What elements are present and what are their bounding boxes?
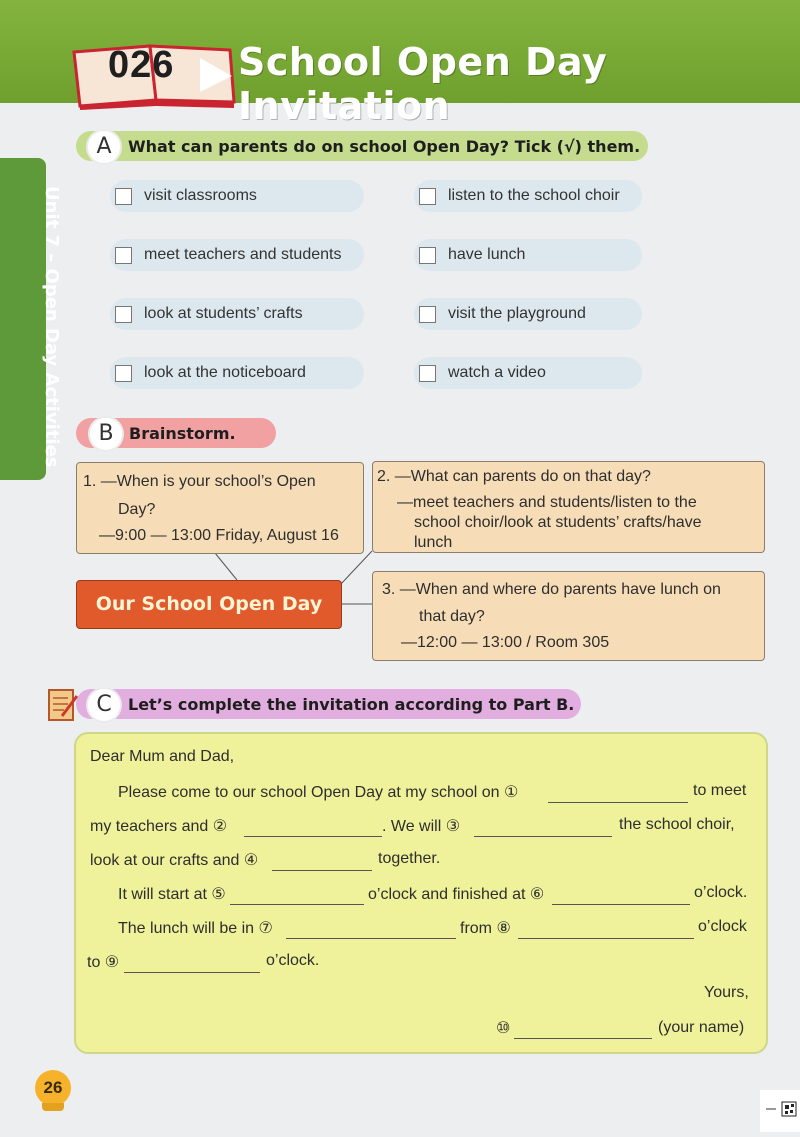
letter-line-4-mid: o’clock and finished at ⑥ — [368, 886, 545, 903]
signature-label: (your name) — [658, 1019, 745, 1036]
box-2-answer-line-1: —meet teachers and students/listen to the — [397, 494, 697, 511]
checklist-item-label: meet teachers and students — [144, 246, 342, 263]
letter-line-1-end: to meet — [693, 782, 747, 799]
section-a-instruction: What can parents do on school Open Day? Tick (√) them. — [128, 137, 641, 156]
section-c-instruction: Let’s complete the invitation according to Part B. — [128, 695, 575, 714]
box-3-question-line-2: that day? — [419, 608, 485, 625]
box-2-answer-line-2: school choir/look at students’ crafts/have — [414, 514, 702, 531]
checklist-item-label: have lunch — [448, 246, 526, 263]
page-number-bulb-base — [42, 1103, 64, 1111]
blank-1[interactable] — [548, 801, 688, 803]
letter-line-1-start: Please come to our school Open Day at my school on ① — [118, 784, 519, 801]
letter-line-5-mid: from ⑧ — [460, 920, 511, 937]
box-2-question: 2. —What can parents do on that day? — [377, 468, 651, 485]
letter-line-5-end: o’clock — [698, 918, 747, 935]
letter-line-2-start: my teachers and ② — [90, 818, 228, 835]
checklist-item-label: visit the playground — [448, 305, 586, 322]
blank-6[interactable] — [552, 903, 690, 905]
writing-notebook-icon — [46, 686, 80, 729]
blank-4[interactable] — [272, 869, 372, 871]
checklist-item-label: look at the noticeboard — [144, 364, 306, 381]
letter-line-2-mid: . We will ③ — [382, 818, 461, 835]
box-2-answer-line-3: lunch — [414, 534, 453, 551]
section-c-letter: C — [86, 687, 122, 723]
letter-greeting: Dear Mum and Dad, — [90, 748, 235, 765]
letter-line-3-start: look at our crafts and ④ — [90, 852, 259, 869]
center-topic-box: Our School Open Day — [76, 580, 342, 629]
blank-7[interactable] — [286, 937, 456, 939]
section-a-letter: A — [86, 129, 122, 165]
qr-code — [760, 1090, 800, 1132]
box-1-question-line-2: Day? — [118, 501, 156, 518]
letter-line-5-start: The lunch will be in ⑦ — [118, 920, 273, 937]
lesson-number: 026 — [108, 44, 175, 86]
box-1-answer: —9:00 — 13:00 Friday, August 16 — [99, 527, 339, 544]
unit-side-tab-label: Unit 7 – Open Day Activities — [41, 186, 62, 468]
invitation-letter — [74, 732, 768, 1054]
checklist-item-label: listen to the school choir — [448, 187, 620, 204]
signature-number: ⑩ — [496, 1018, 511, 1037]
page-title: School Open Day Invitation — [238, 40, 608, 128]
letter-line-4-start: It will start at ⑤ — [118, 886, 226, 903]
checklist-item-label: look at students’ crafts — [144, 305, 303, 322]
blank-9[interactable] — [124, 971, 260, 973]
letter-line-2-end: the school choir, — [619, 816, 735, 833]
section-b-label: Brainstorm. — [129, 424, 236, 443]
box-3-question-line-1: 3. —When and where do parents have lunch on — [382, 581, 721, 598]
blank-10[interactable] — [514, 1037, 652, 1039]
brainstorm-box-2 — [372, 461, 765, 553]
letter-line-6-start: to ⑨ — [87, 954, 120, 971]
box-1-question-line-1: 1. —When is your school’s Open — [83, 473, 316, 490]
blank-8[interactable] — [518, 937, 694, 939]
letter-line-6-end: o’clock. — [266, 952, 320, 969]
box-3-answer: —12:00 — 13:00 / Room 305 — [401, 634, 610, 651]
letter-closing: Yours, — [704, 984, 749, 1001]
brainstorm-box-1 — [76, 462, 364, 554]
checklist-item-label: watch a video — [448, 364, 546, 381]
blank-5[interactable] — [230, 903, 364, 905]
letter-line-3-end: together. — [378, 850, 441, 867]
section-b-letter: B — [88, 416, 124, 452]
letter-line-4-end: o’clock. — [694, 884, 748, 901]
blank-3[interactable] — [474, 835, 612, 837]
brainstorm-box-3 — [372, 571, 765, 661]
page-number: 26 — [35, 1070, 71, 1106]
checklist-item-label: visit classrooms — [144, 187, 257, 204]
blank-2[interactable] — [244, 835, 382, 837]
